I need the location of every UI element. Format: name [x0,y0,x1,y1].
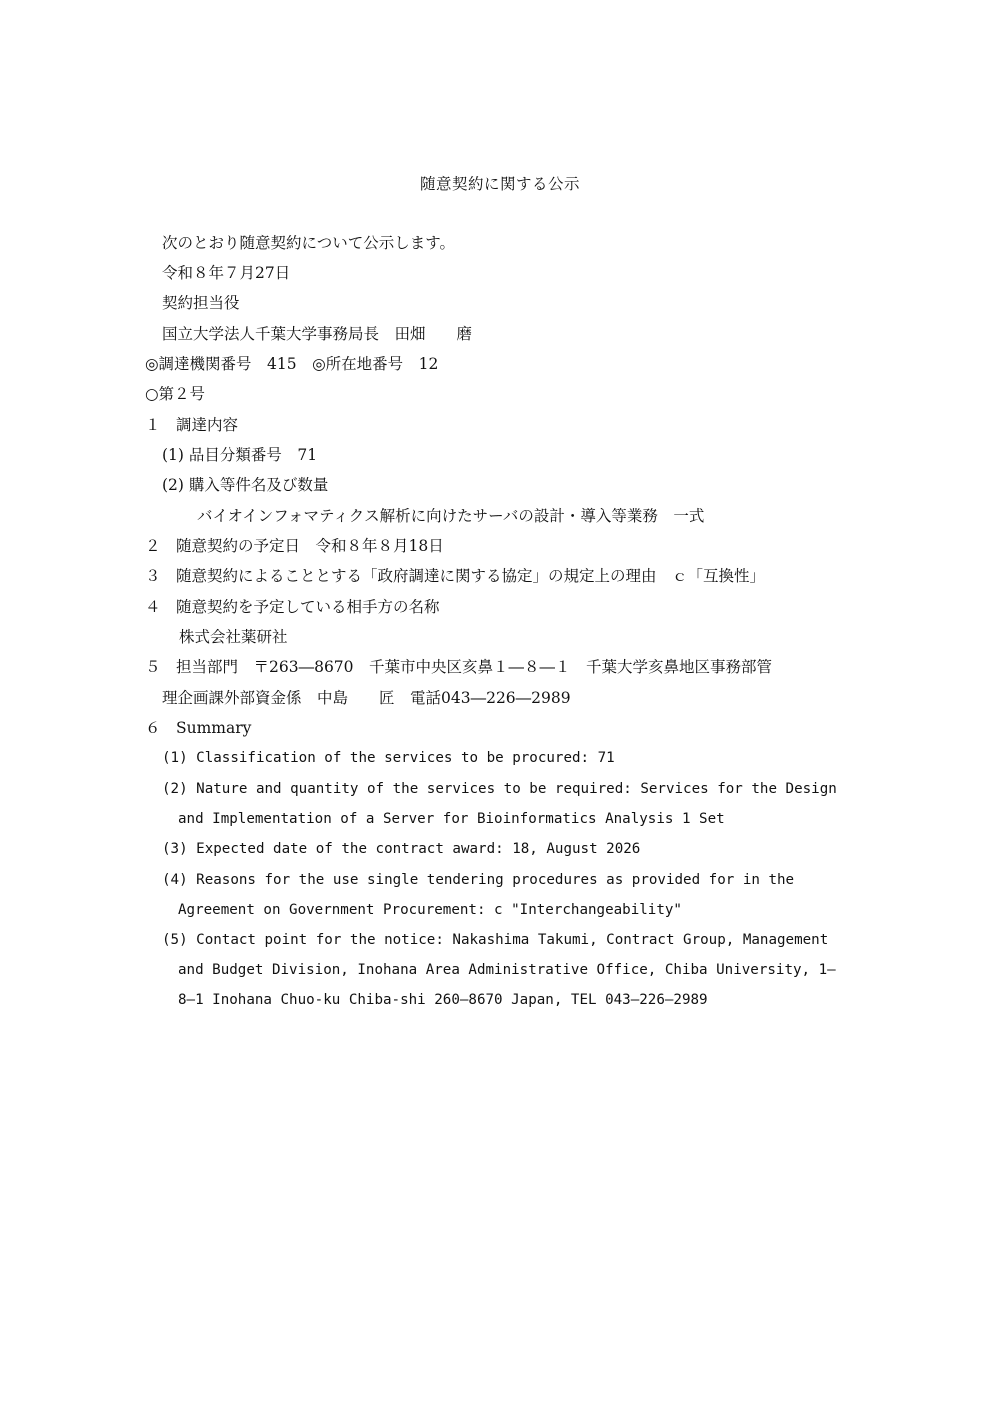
section-1-item-2-detail: バイオインフォマティクス解析に向けたサーバの設計・導入等業務 一式 [197,507,705,525]
section-1-item-2: (2) 購入等件名及び数量 [162,476,329,494]
summary-heading: ６ Summary [145,719,252,737]
contract-role: 契約担当役 [162,294,240,312]
agency-codes: ◎調達機関番号 415 ◎所在地番号 12 [145,355,439,373]
intro-line: 次のとおり随意契約について公示します。 [162,234,455,252]
section-1-item-1: (1) 品目分類番号 71 [162,446,318,464]
summary-item-1: (1) Classification of the services to be procured: 71 [162,750,615,766]
section-4-heading: ４ 随意契約を予定している相手方の名称 [145,598,440,616]
section-4-name: 株式会社薬研社 [179,628,288,646]
summary-item-5-line-2: and Budget Division, Inohana Area Administrative Office, Chiba University, 1― [178,962,836,978]
notice-date: 令和８年７月27日 [162,264,291,282]
section-5-line-1: ５ 担当部門 〒263―8670 千葉市中央区亥鼻１―８―１ 千葉大学亥鼻地区事務部管 [145,658,773,676]
summary-item-2-line-1: (2) Nature and quantity of the services to be required: Services for the Design [162,781,837,797]
summary-item-5-line-3: 8―1 Inohana Chuo-ku Chiba-shi 260―8670 Japan, TEL 043―226―2989 [178,992,708,1008]
summary-item-5-line-1: (5) Contact point for the notice: Nakashima Takumi, Contract Group, Management [162,932,829,948]
section-3: ３ 随意契約によることとする「政府調達に関する協定」の規定上の理由 ｃ「互換性」 [145,567,766,585]
section-5-line-2: 理企画課外部資金係 中島 匠 電話043―226―2989 [162,689,571,707]
summary-item-2-line-2: and Implementation of a Server for Bioinformatics Analysis 1 Set [178,811,725,827]
summary-item-4-line-1: (4) Reasons for the use single tendering procedures as provided for in the [162,872,795,888]
section-2: ２ 随意契約の予定日 令和８年８月18日 [145,537,444,555]
form-number: ○第２号 [145,385,206,403]
contract-official: 国立大学法人千葉大学事務局長 田畑 磨 [162,325,473,343]
page-title: 随意契約に関する公示 [419,175,580,193]
summary-item-3: (3) Expected date of the contract award: 18, August 2026 [162,841,641,857]
section-1-heading: １ 調達内容 [145,416,239,434]
summary-item-4-line-2: Agreement on Government Procurement: c "Interchangeability" [178,902,682,918]
